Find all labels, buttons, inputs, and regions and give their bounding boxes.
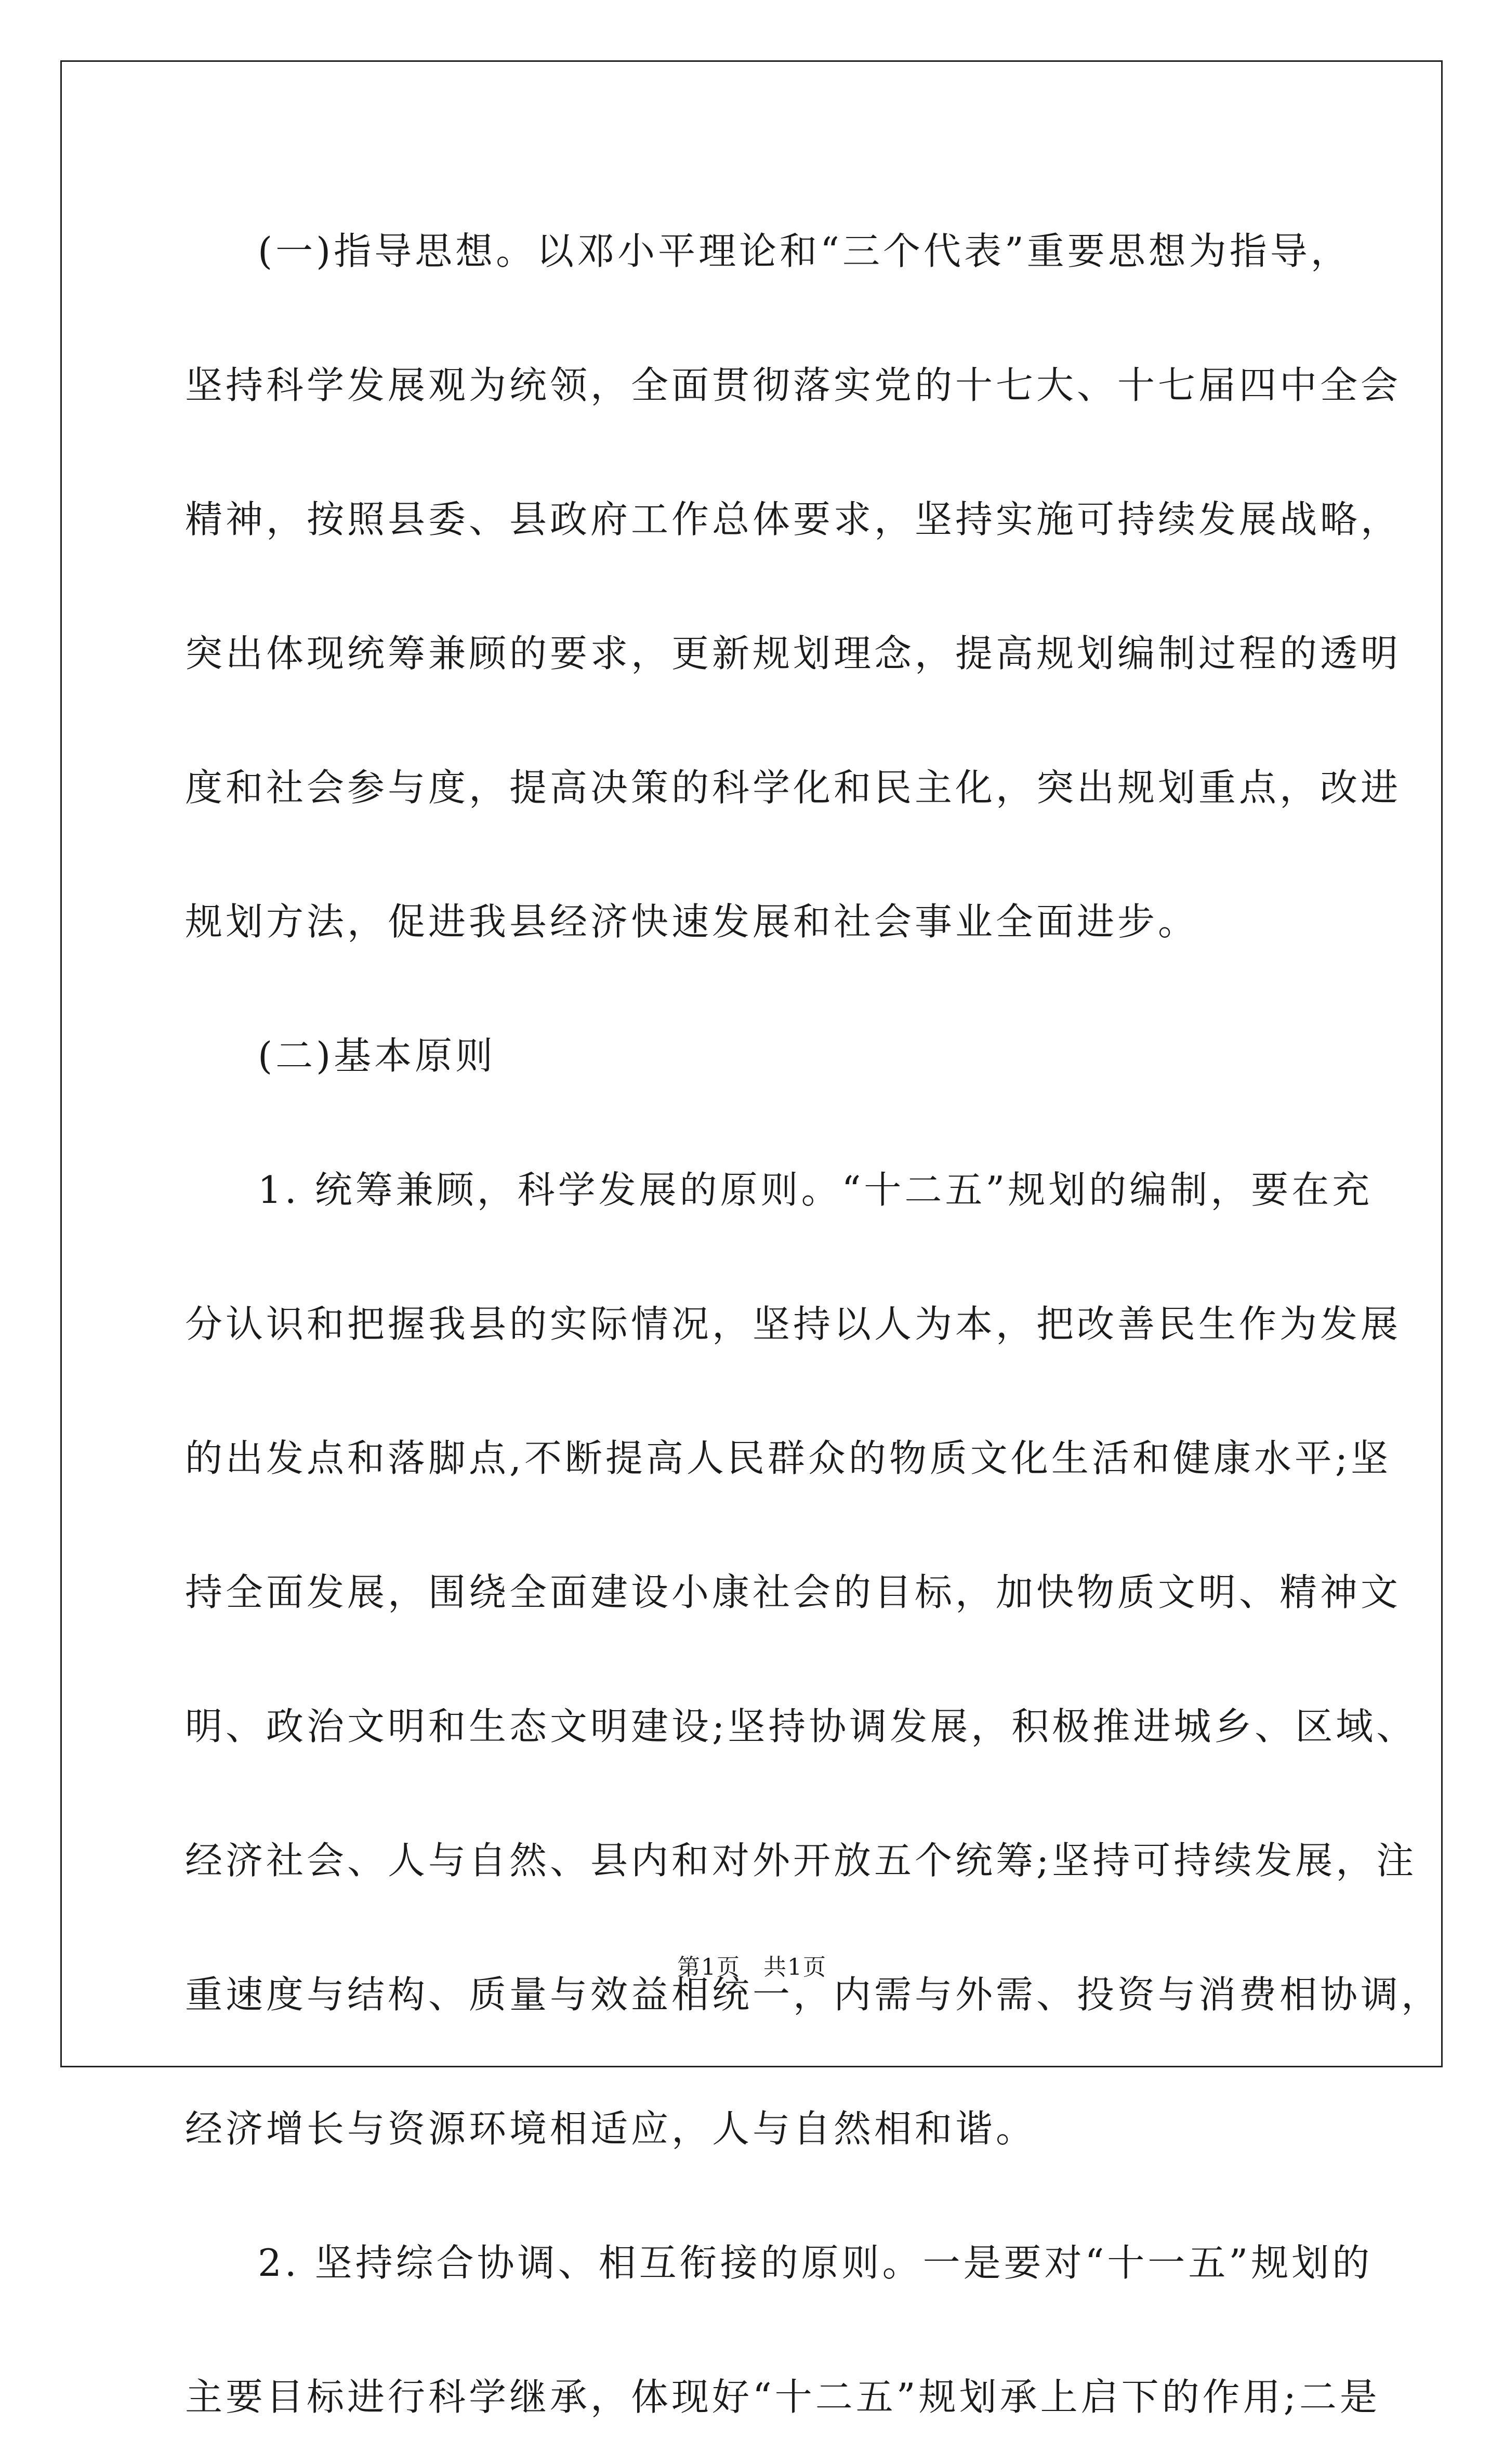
- paragraph-line: 经济社会、人与自然、县内和对外开放五个统筹;坚持可持续发展，注: [185, 1839, 1417, 1882]
- section-heading-basic-principles: (二)基本原则: [258, 1034, 496, 1078]
- paragraph-guiding-ideology-line: (一)指导思想。以邓小平理论和“三个代表”重要思想为指导，: [258, 229, 1351, 273]
- paragraph-line: 分认识和把握我县的实际情况，坚持以人为本，把改善民生作为发展: [185, 1302, 1402, 1346]
- paragraph-line: 经济增长与资源环境相适应，人与自然相和谐。: [185, 2107, 1037, 2151]
- page-number: 第1页: [677, 1954, 741, 1981]
- paragraph-line: 度和社会参与度，提高决策的科学化和民主化，突出规划重点，改进: [185, 766, 1402, 809]
- paragraph-line: 主要目标进行科学继承，体现好“十二五”规划承上启下的作用;二是: [185, 2375, 1380, 2419]
- principle-2-line: 2. 坚持综合协调、相互衔接的原则。一是要对“十一五”规划的: [258, 2241, 1373, 2285]
- paragraph-line: 规划方法，促进我县经济快速发展和社会事业全面进步。: [185, 900, 1199, 943]
- paragraph-line: 坚持科学发展观为统领，全面贯彻落实党的十七大、十七届四中全会: [185, 363, 1402, 407]
- page-footer: [0, 1952, 1504, 1983]
- paragraph-line: 突出体现统筹兼顾的要求，更新规划理念，提高规划编制过程的透明: [185, 632, 1402, 675]
- paragraph-line: 的出发点和落脚点,不断提高人民群众的物质文化生活和健康水平;坚: [185, 1436, 1392, 1480]
- page-total: 共1页: [763, 1954, 827, 1981]
- paragraph-line: 精神，按照县委、县政府工作总体要求，坚持实施可持续发展战略，: [185, 497, 1402, 541]
- paragraph-line: 重速度与结构、质量与效益相统一，内需与外需、投资与消费相协调，: [185, 1973, 1442, 2016]
- principle-1-line: 1. 统筹兼顾，科学发展的原则。“十二五”规划的编制，要在充: [258, 1168, 1373, 1212]
- document-body: [185, 184, 1442, 2464]
- paragraph-line: 持全面发展，围绕全面建设小康社会的目标，加快物质文明、精神文: [185, 1570, 1402, 1614]
- paragraph-line: 明、政治文明和生态文明建设;坚持协调发展，积极推进城乡、区域、: [185, 1705, 1417, 1748]
